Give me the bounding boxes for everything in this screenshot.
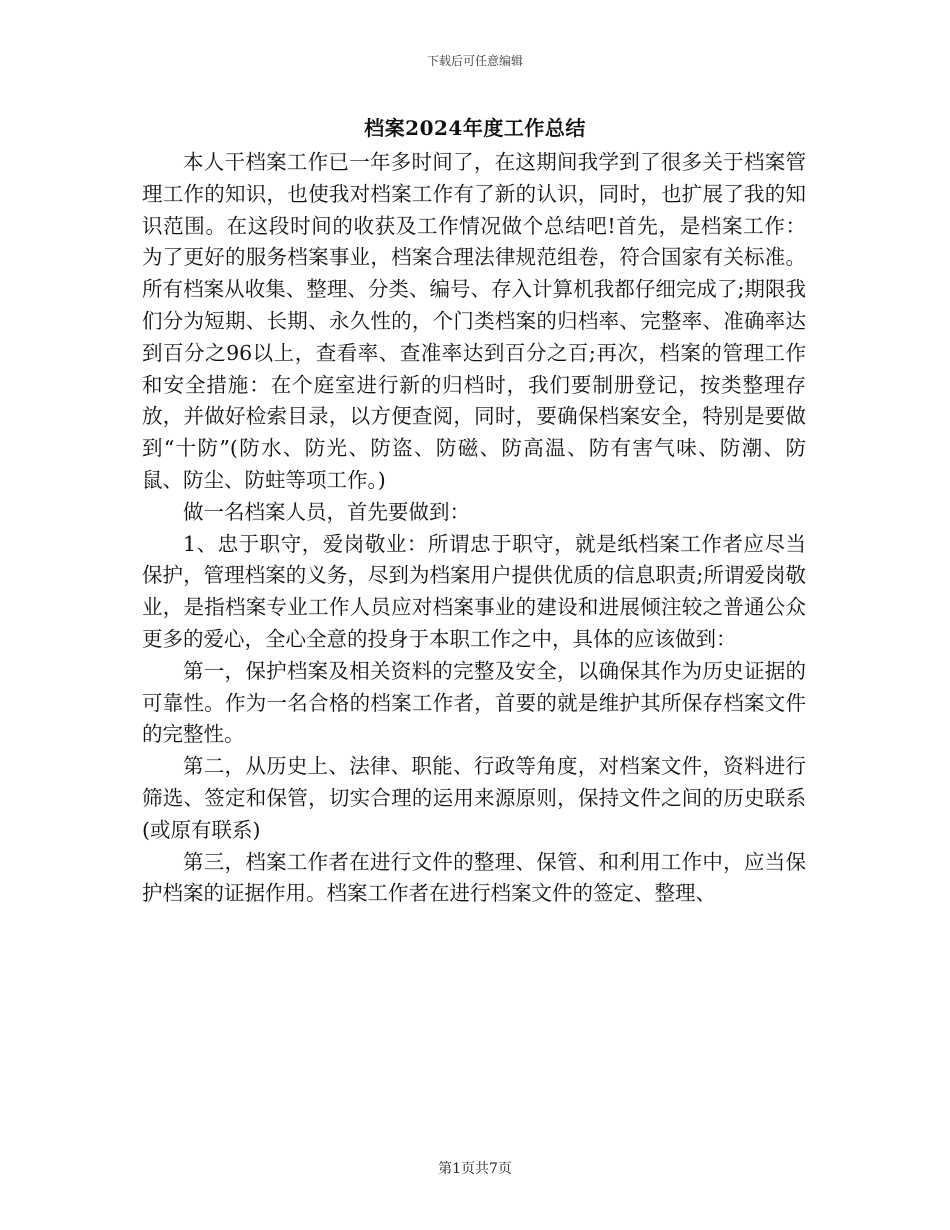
paragraph-requirements-lead: 做一名档案人员，首先要做到：: [183, 499, 470, 524]
paragraph-intro: 本人干档案工作已一年多时间了，在这期间我学到了很多关于档案管理工作的知识，也使我对档案工作有了新的认识，同时，也扩展了我的知识范围。在这段时间的收获及工作情况做个总结吧!首先，是档案工作：为了更好的服务档案事业，档案合理法律规范组卷，符合国家有关标准。所有档案从收集、整理、分类、编号、存入计算机我都仔细完成了;期限我们分为短期、长期、永久性的，个门类档案的归档率、完整率、准确率达到百分之96以上，查看率、查准率达到百分之百;再次，档案的管理工作和安全措施：在个庭室进行新的归档时，我们要制册登记，按类整理存放，并做好检索目录，以方便查阅，同时，要确保档案安全，特别是要做到“十防”(防水、防光、防盗、防磁、防高温、防有害气味、防潮、防鼠、防尘、防蛀等项工作。): [142, 150, 806, 492]
page-header-note: 下载后可任意编辑: [426, 54, 523, 68]
paragraph-duty-dedication: 1、忠于职守，爱岗敬业：所谓忠于职守，就是纸档案工作者应尽当保护，管理档案的义务，尽到为档案用户提供优质的信息职责;所谓爱岗敬业，是指档案专业工作人员应对档案事业的建设和进展倾注较之普通公众更多的爱心，全心全意的投身于本职工作之中，具体的应该做到：: [142, 531, 806, 651]
document-title: 档案2024年度工作总结: [364, 116, 586, 140]
document-body: [142, 147, 806, 910]
page-number: 第1页共7页: [438, 1161, 512, 1177]
paragraph-first-point: 第一，保护档案及相关资料的完整及安全，以确保其作为历史证据的可靠性。作为一名合格的档案工作者，首要的就是维护其所保存档案文件的完整性。: [142, 658, 806, 747]
paragraph-third-point: 第三，档案工作者在进行文件的整理、保管、和利用工作中，应当保护档案的证据作用。档案工作者在进行档案文件的签定、整理、: [142, 849, 806, 906]
paragraph-second-point: 第二，从历史上、法律、职能、行政等角度，对档案文件，资料进行筛选、签定和保管，切实合理的运用来源原则，保持文件之间的历史联系(或原有联系): [142, 754, 806, 842]
